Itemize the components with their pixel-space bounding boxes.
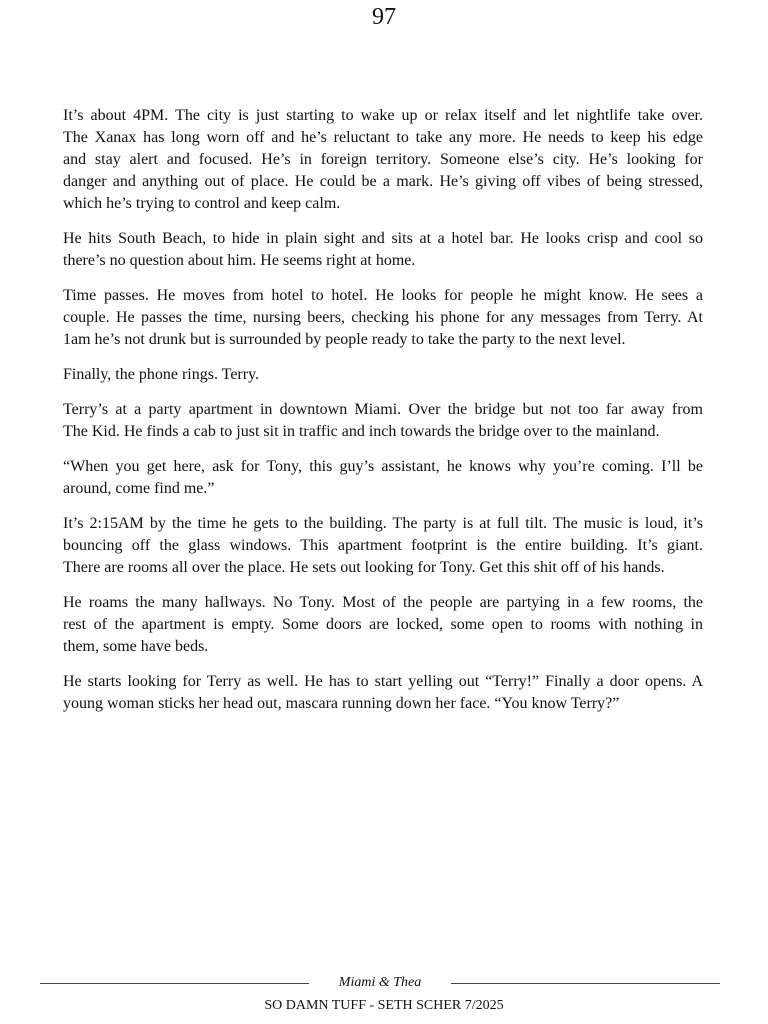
- text-line: and stay alert and focused. He’s in foreign territory. Someone else’s city. He’s looking for: [63, 151, 703, 168]
- page-number: 97: [372, 4, 396, 30]
- text-line: bouncing off the glass windows. This apartment footprint is the entire building. It’s giant.: [63, 537, 703, 554]
- text-line: Terry’s at a party apartment in downtown Miami. Over the bridge but not too far away from: [63, 401, 703, 418]
- paragraph: [63, 592, 703, 658]
- paragraph: [63, 105, 703, 215]
- footer-rule-right: [451, 983, 720, 984]
- paragraph: [63, 364, 703, 386]
- paragraph: [63, 285, 703, 351]
- paragraph: [63, 513, 703, 579]
- text-line: It’s 2:15AM by the time he gets to the building. The party is at full tilt. The music is loud, it’s: [63, 515, 703, 532]
- paragraph: [63, 399, 703, 443]
- text-line: He hits South Beach, to hide in plain sight and sits at a hotel bar. He looks crisp and cool so: [63, 230, 703, 247]
- text-line: couple. He passes the time, nursing beers, checking his phone for any messages from Terry. At: [63, 309, 703, 326]
- text-line: “When you get here, ask for Tony, this guy’s assistant, he knows why you’re coming. I’ll be: [63, 458, 703, 475]
- text-line: danger and anything out of place. He could be a mark. He’s giving off vibes of being stressed,: [63, 173, 703, 190]
- text-line: Time passes. He moves from hotel to hotel. He looks for people he might know. He sees a: [63, 287, 703, 304]
- text-line: There are rooms all over the place. He sets out looking for Tony. Get this shit off of his hands.: [63, 559, 665, 576]
- footer-rule-row: [40, 973, 720, 993]
- text-line: It’s about 4PM. The city is just starting to wake up or relax itself and let nightlife take over.: [63, 107, 703, 124]
- text-line: 1am he’s not drunk but is surrounded by people ready to take the party to the next level.: [63, 331, 626, 348]
- text-line: The Kid. He finds a cab to just sit in traffic and inch towards the bridge over to the mainland.: [63, 423, 660, 440]
- text-line: rest of the apartment is empty. Some doors are locked, some open to rooms with nothing in: [63, 616, 703, 633]
- paragraph: [63, 228, 703, 272]
- footer-rule-left: [40, 983, 309, 984]
- text-line: young woman sticks her head out, mascara running down her face. “You know Terry?”: [63, 695, 620, 712]
- text-line: which he’s trying to control and keep calm.: [63, 195, 341, 212]
- footer-chapter-title: Miami & Thea: [338, 975, 422, 990]
- text-line: He roams the many hallways. No Tony. Most of the people are partying in a few rooms, the: [63, 594, 703, 611]
- text-line: there’s no question about him. He seems right at home.: [63, 252, 416, 269]
- paragraph: [63, 671, 703, 715]
- body-text: [63, 105, 703, 728]
- text-line: around, come find me.”: [63, 480, 215, 497]
- text-line: Finally, the phone rings. Terry.: [63, 366, 260, 383]
- paragraph: [63, 456, 703, 500]
- footer-credit: SO DAMN TUFF - SETH SCHER 7/2025: [264, 998, 504, 1013]
- text-line: them, some have beds.: [63, 638, 209, 655]
- text-line: He starts looking for Terry as well. He has to start yelling out “Terry!” Finally a door opens. A: [63, 673, 703, 690]
- text-line: The Xanax has long worn off and he’s reluctant to take any more. He needs to keep his edge: [63, 129, 703, 146]
